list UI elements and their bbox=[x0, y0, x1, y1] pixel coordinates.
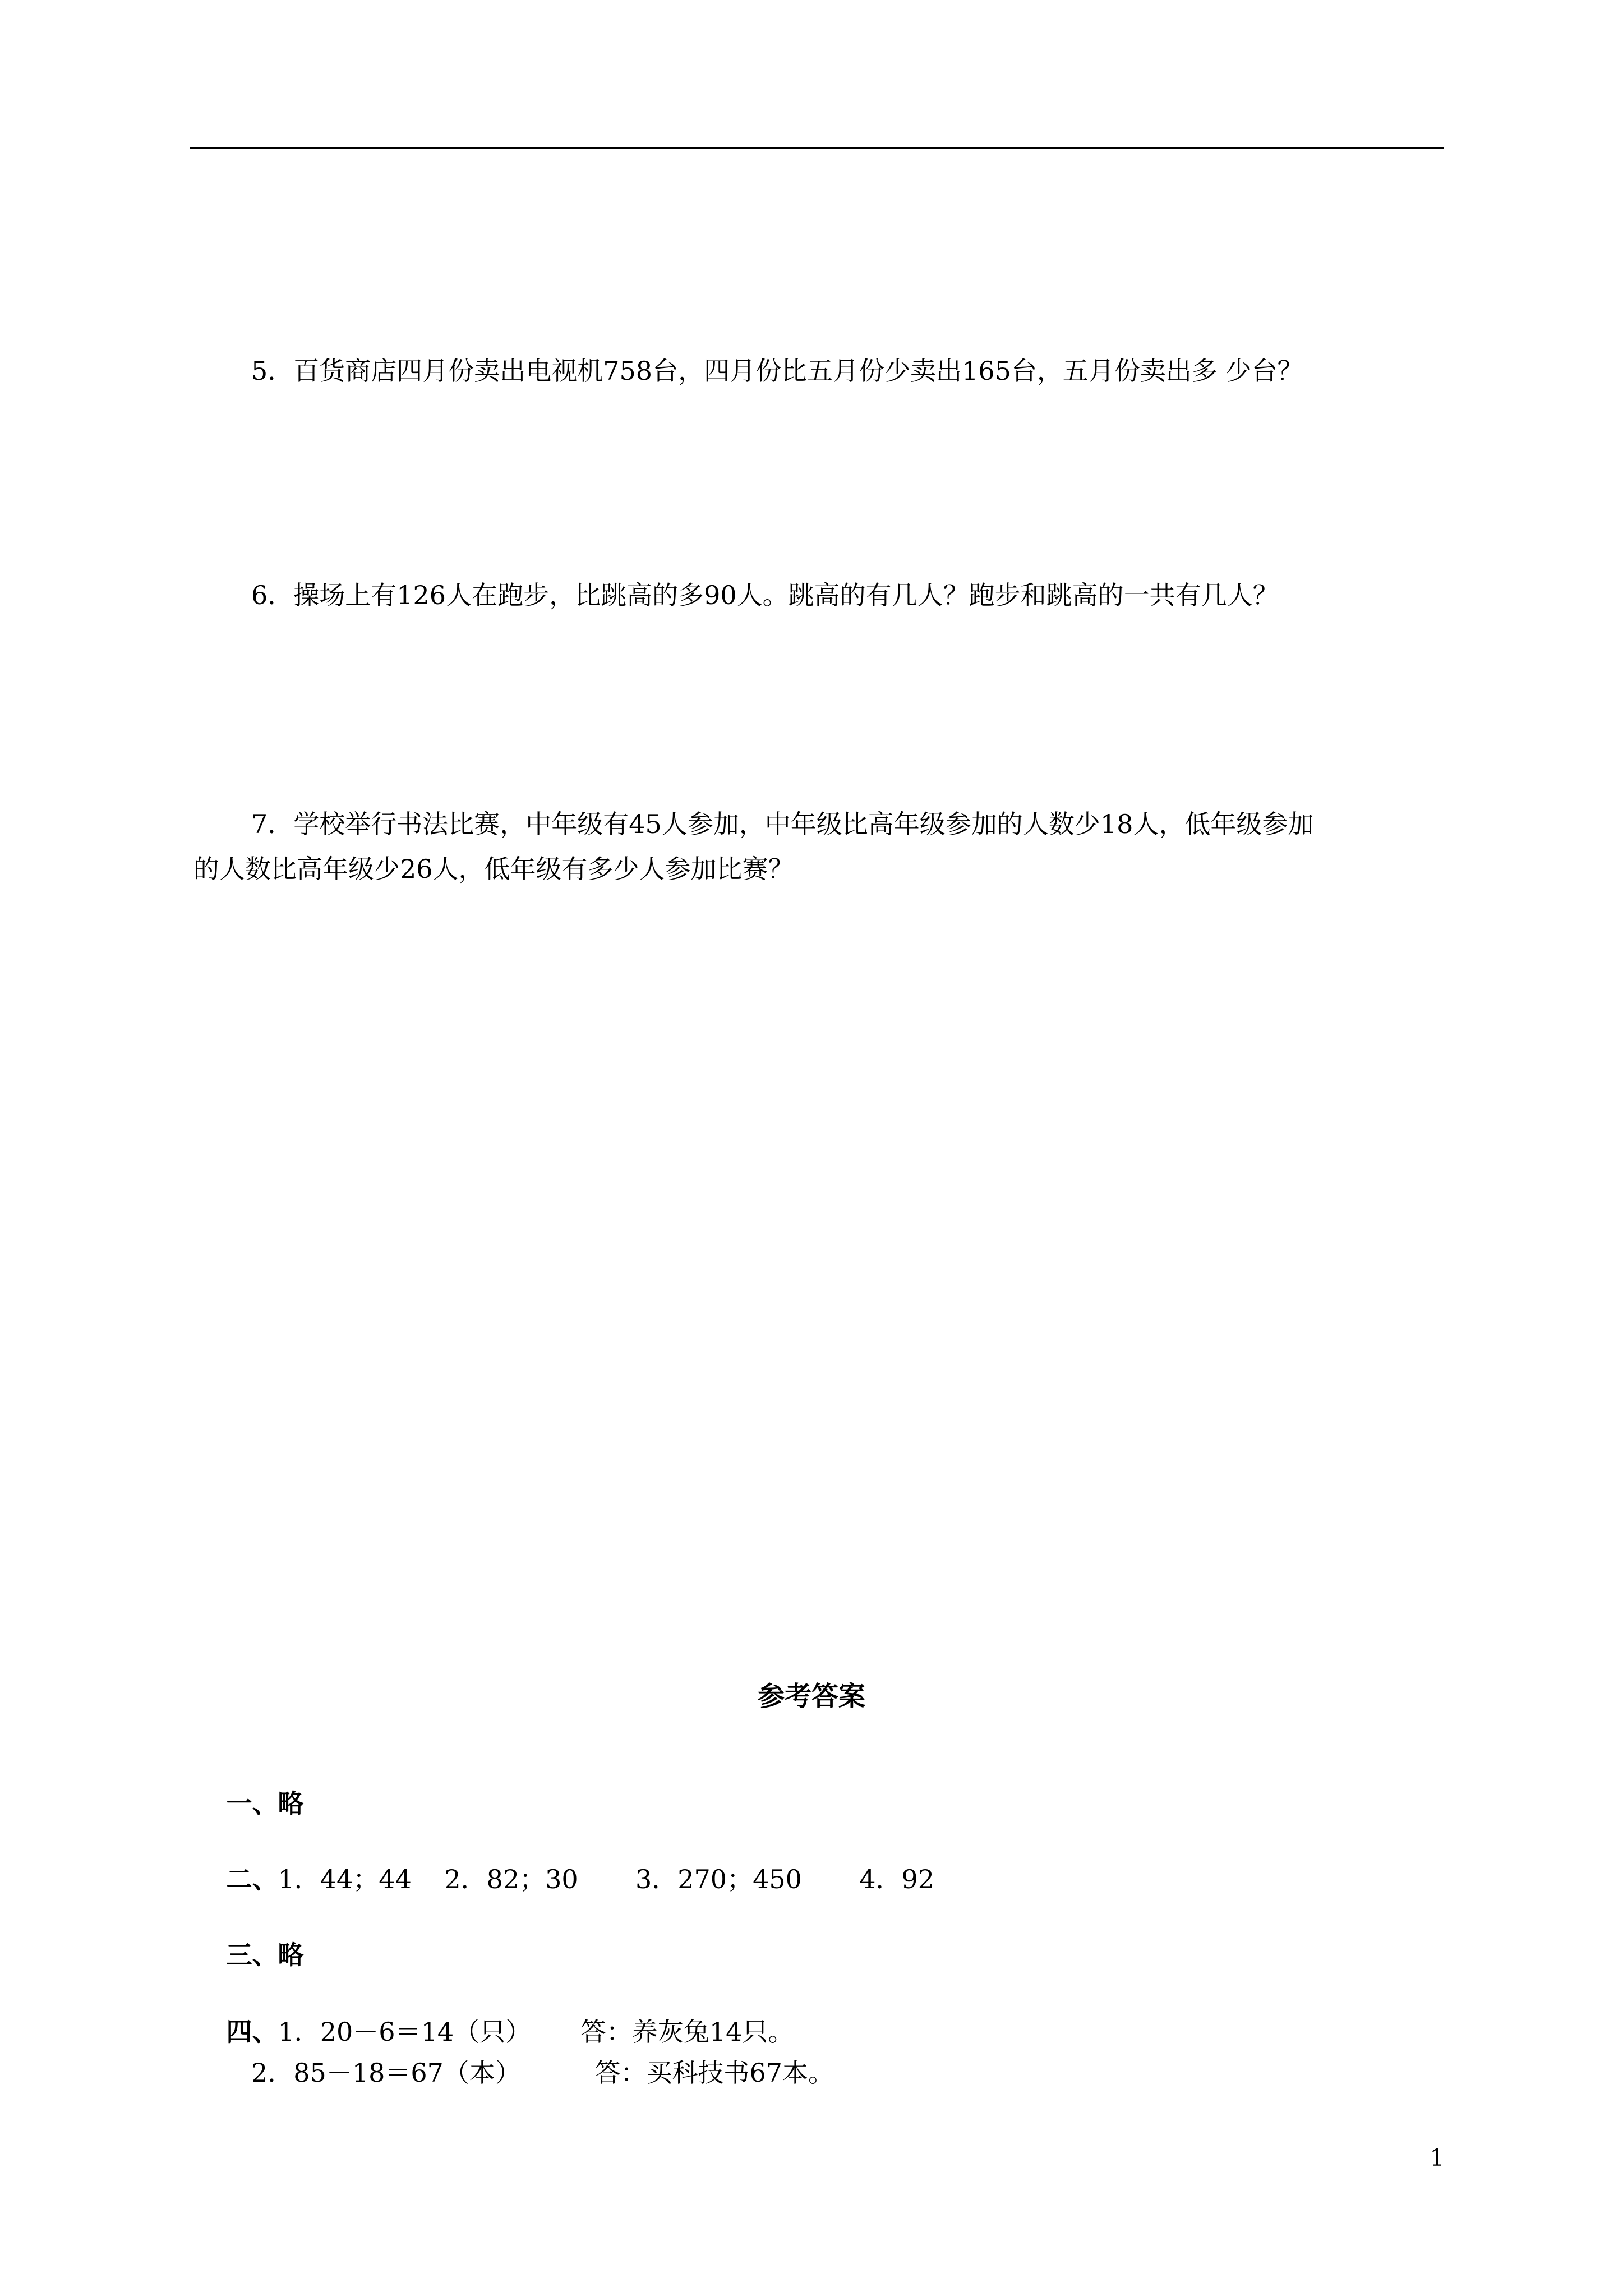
page-number: 1 bbox=[1430, 2144, 1445, 2171]
answer-section-1-head: 一、略 bbox=[226, 1788, 304, 1819]
answer-section-3-head: 三、略 bbox=[226, 1940, 304, 1970]
problem-6: 6．操场上有126人在跑步，比跳高的多90人。跳高的有几人？跑步和跳高的一共有几人？ bbox=[251, 580, 1279, 610]
header-rule bbox=[190, 147, 1444, 149]
problem-7-line-2: 的人数比高年级少26人，低年级有多少人参加比赛？ bbox=[193, 854, 794, 884]
answers-title: 参考答案 bbox=[757, 1681, 865, 1712]
problem-7-line-1: 7．学校举行书法比赛，中年级有45人参加，中年级比高年级参加的人数少18人，低年级参加 bbox=[251, 809, 1314, 839]
answer-section-4-line-1: 1．20－6＝14（只） 答：养灰兔14只。 bbox=[278, 2017, 794, 2047]
problem-5: 5．百货商店四月份卖出电视机758台，四月份比五月份少卖出165台，五月份卖出多 少台？ bbox=[251, 356, 1303, 386]
answer-section-2-body: 1．44；44 2．82；30 3．270；450 4．92 bbox=[278, 1864, 935, 1894]
answer-section-4-head: 四、 bbox=[226, 2017, 278, 2047]
answer-section-4-line-2: 2．85－18＝67（本） 答：买科技书67本。 bbox=[251, 2058, 834, 2088]
answer-section-2 bbox=[193, 1829, 934, 1930]
answer-section-2-head: 二、 bbox=[226, 1864, 278, 1894]
